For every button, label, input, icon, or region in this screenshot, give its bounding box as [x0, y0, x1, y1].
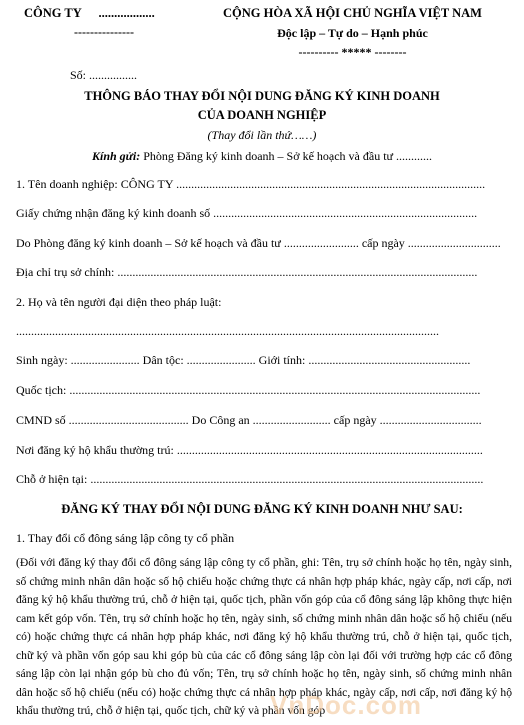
- field-issued-by: Do Phòng đăng ký kinh doanh – Sở kế hoạch và đầu tư ......................... cấp ngày ...............................: [16, 236, 501, 250]
- header-company: [24, 6, 155, 20]
- field-license: Giấy chứng nhận đăng ký kinh doanh số ........................................................................................: [16, 206, 478, 220]
- field-representative: 2. Họ và tên người đại diện theo pháp luật:: [16, 295, 222, 309]
- nation-title: CỘNG HÒA XÃ HỘI CHỦ NGHĨA VIỆT NAM: [223, 6, 482, 20]
- field-birth-ethnic-gender: Sinh ngày: ....................... Dân tộc: ....................... Giới tính: ......................................................: [16, 353, 471, 367]
- header-left-rule: ---------------: [74, 25, 134, 39]
- field-household: Nơi đăng ký hộ khẩu thường trú: ......................................................................................................: [16, 443, 483, 457]
- document-number: Số: ................: [70, 68, 138, 82]
- nation-rule: ---------- ***** --------: [298, 45, 407, 59]
- recipient: [92, 149, 432, 163]
- watermark-logo: VnDoc.com: [270, 690, 423, 720]
- field-address: Địa chỉ trụ sở chính: ........................................................................................................................: [16, 265, 478, 279]
- field-nationality: Quốc tịch: .........................................................................................................................................: [16, 383, 481, 397]
- section-item-1: 1. Thay đổi cổ đông sáng lập công ty cổ phần: [16, 531, 235, 545]
- document-subtitle: (Thay đổi lần thứ……): [207, 128, 317, 142]
- header-company-label: CÔNG TY: [24, 6, 82, 20]
- document-title: THÔNG BÁO THAY ĐỔI NỘI DUNG ĐĂNG KÝ KINH DOANH: [84, 89, 440, 103]
- recipient-label: Kính gửi:: [92, 149, 141, 163]
- field-current-address: Chỗ ở hiện tại: ...................................................................................................................................: [16, 472, 484, 486]
- recipient-text: Phòng Đăng ký kinh doanh – Sở kế hoạch và đầu tư ............: [143, 149, 433, 163]
- header-company-dots: ..................: [98, 6, 155, 20]
- section-paragraph: (Đối với đăng ký thay đổi cổ đông sáng lập công ty cổ phần, ghi: Tên, trụ sở chính hoặc họ tên, ngày sinh, số chứng minh nhân dân hoặc số hộ chiếu hoặc chứng thực cá nhân hợp pháp khác, ngày cấp, nơi cấp, nơi đăng ký hộ khẩu thường trú, chỗ ở hiện tại, quốc tịch, phần vốn góp của cổ đông sáng lập không thực hiện cam kết góp vốn. Tên, trụ sở chính hoặc họ tên, ngày sinh, số chứng minh nhân dân hoặc số hộ chiếu (nếu có) hoặc chứng thực cá nhân hợp pháp khác, nơi đăng ký hộ khẩu thường trú, chỗ ở hiện tại, quốc tịch, chữ ký và phần vốn góp sau khi góp bù của các cổ đông sáng lập còn lại đối với trường hợp các cổ đông sáng lập còn lại nhận góp bù cho đủ vốn; Tên, trụ sở chính hoặc họ tên, ngày sinh, số chứng minh nhân dân hoặc số hộ chiếu (nếu có) hoặc chứng thực cá nhân hợp pháp khác, ngày cấp, nơi cấp, nơi đăng ký hộ khẩu thường trú, chỗ ở hiện tại, quốc tịch, chữ ký và phần vốn góp: [16, 556, 512, 717]
- field-company-name: 1. Tên doanh nghiệp: CÔNG TY .......................................................................................................: [16, 177, 486, 191]
- nation-motto: Độc lập – Tự do – Hạnh phúc: [277, 26, 428, 40]
- field-representative-line: .............................................................................................................................................: [16, 324, 439, 338]
- document-title-line2: CỦA DOANH NGHIỆP: [197, 108, 327, 122]
- section-heading: ĐĂNG KÝ THAY ĐỔI NỘI DUNG ĐĂNG KÝ KINH DOANH NHƯ SAU:: [61, 502, 463, 516]
- field-id-card: CMND số ........................................ Do Công an .......................... cấp ngày ..................................: [16, 413, 482, 427]
